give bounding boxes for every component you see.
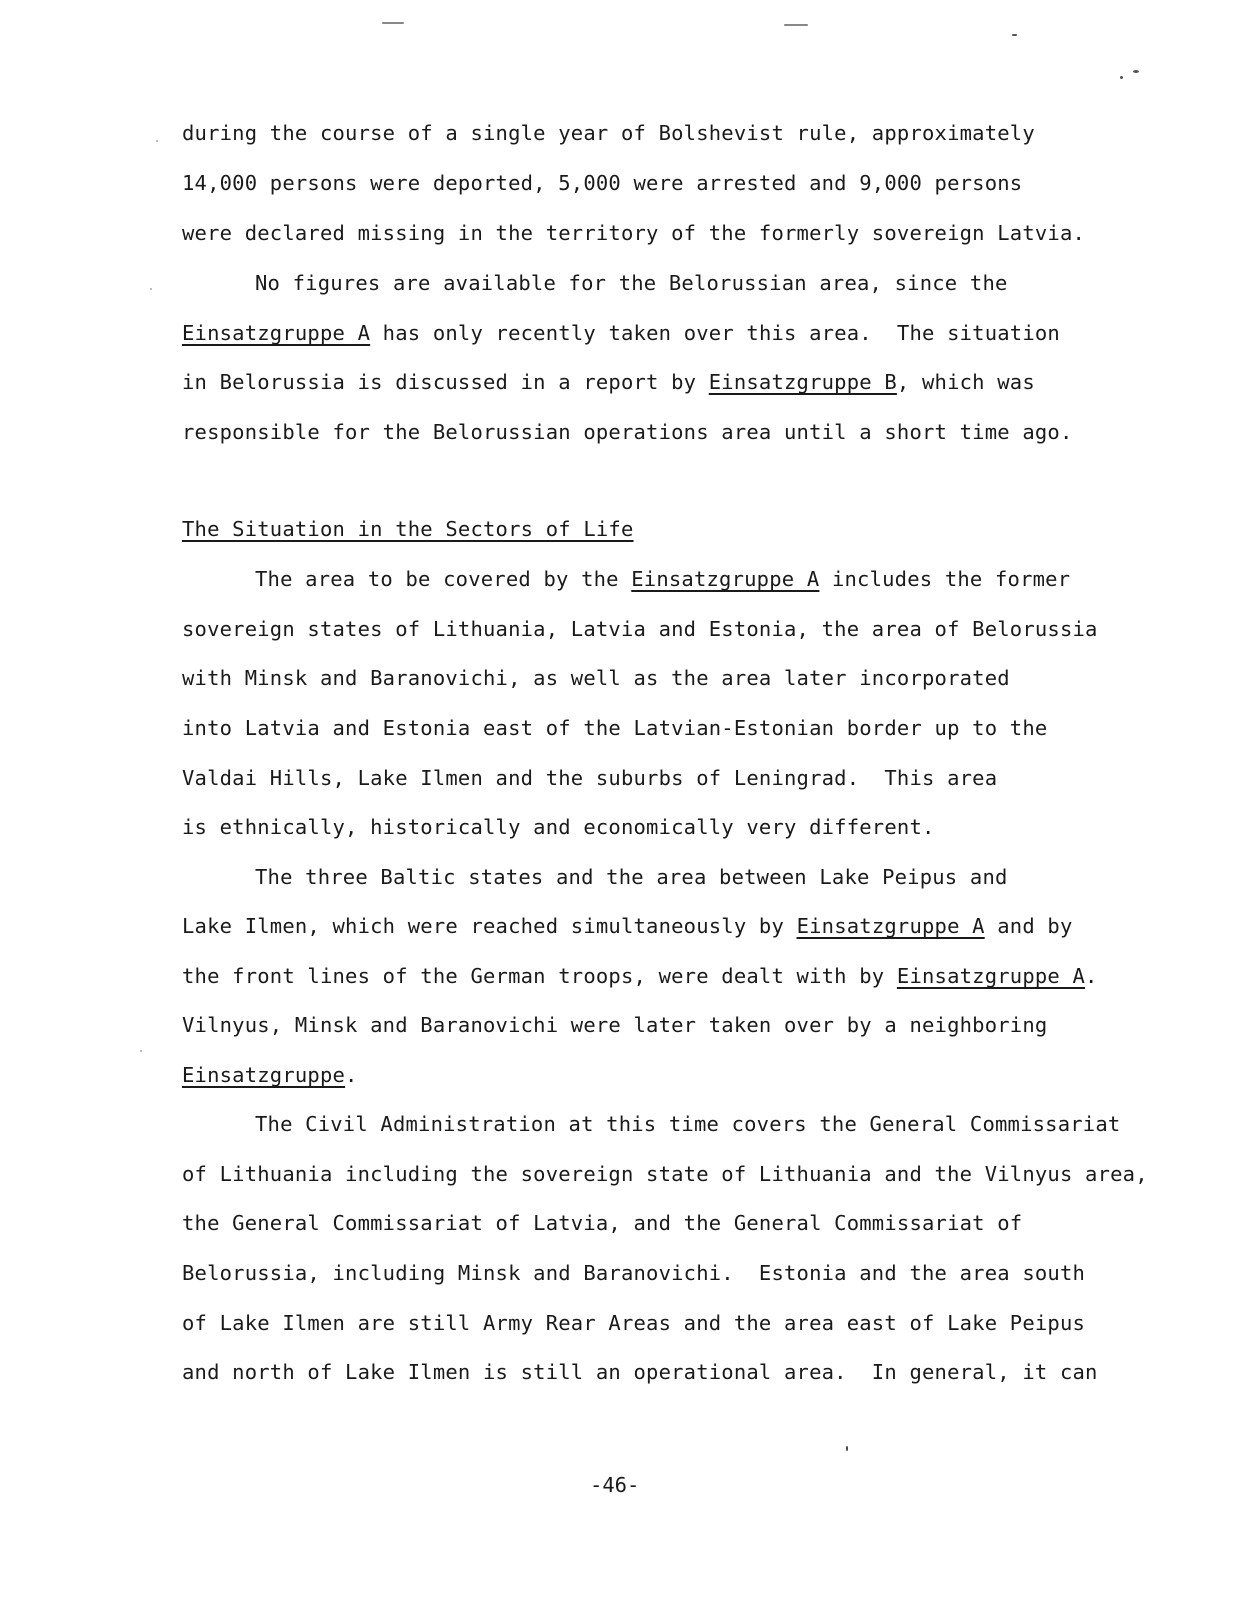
scan-speck xyxy=(784,24,808,26)
section-heading-text: The Situation in the Sectors of Life xyxy=(182,517,634,541)
text-span: into Latvia and Estonia east of the Latvian-Estonian border up to the xyxy=(182,716,1048,740)
underlined-term: Einsatzgruppe A xyxy=(182,321,371,345)
text-line xyxy=(182,120,1035,146)
text-line xyxy=(255,864,1008,890)
underlined-term: Einsatzgruppe xyxy=(182,1063,346,1087)
text-span: during the course of a single year of Bolshevist rule, approximately xyxy=(182,121,1035,145)
text-span: the General Commissariat of Latvia, and the General Commissariat of xyxy=(182,1211,1023,1235)
text-line xyxy=(182,715,1047,741)
scan-speck xyxy=(382,22,404,24)
scan-speck xyxy=(846,1446,848,1451)
text-line xyxy=(182,913,1073,939)
underlined-term: Einsatzgruppe B xyxy=(708,370,897,394)
underlined-term: Einsatzgruppe A xyxy=(896,964,1086,988)
text-span: of Lithuania including the sovereign state of Lithuania and the Vilnyus area, xyxy=(182,1162,1148,1186)
text-span: Lake Ilmen, which were reached simultaneously by xyxy=(182,914,797,938)
text-span: Valdai Hills, Lake Ilmen and the suburbs of Leningrad. This area xyxy=(182,766,998,790)
text-line xyxy=(255,566,1070,592)
text-span: were declared missing in the territory of the formerly sovereign Latvia. xyxy=(182,221,1086,245)
text-span: , which was xyxy=(896,370,1035,394)
text-span: has only recently taken over this area. The situation xyxy=(370,321,1060,345)
text-span: responsible for the Belorussian operations area until a short time ago. xyxy=(182,420,1073,444)
text-line xyxy=(182,1310,1085,1336)
text-line xyxy=(182,765,997,791)
scan-speck xyxy=(1133,70,1139,73)
text-span: No figures are available for the Belorussian area, since the xyxy=(255,271,1008,295)
text-span: is ethnically, historically and economically very different. xyxy=(182,815,935,839)
text-line xyxy=(182,963,1098,989)
text-line xyxy=(182,1012,1047,1038)
text-line xyxy=(182,1161,1148,1187)
text-span: and north of Lake Ilmen is still an operational area. In general, it can xyxy=(182,1360,1098,1384)
text-span: The area to be covered by the xyxy=(255,567,632,591)
text-span: Vilnyus, Minsk and Baranovichi were later taken over by a neighboring xyxy=(182,1013,1048,1037)
text-line xyxy=(255,1111,1120,1137)
text-span: includes the former xyxy=(819,567,1071,591)
text-line xyxy=(182,170,1022,196)
text-line xyxy=(182,1210,1022,1236)
text-span: and by xyxy=(984,914,1073,938)
text-span: Belorussia, including Minsk and Baranovichi. Estonia and the area south xyxy=(182,1261,1086,1285)
text-line xyxy=(255,270,1008,296)
scan-speck xyxy=(140,1050,142,1052)
scan-speck xyxy=(156,140,158,142)
text-line xyxy=(182,1359,1098,1385)
text-line xyxy=(182,616,1098,642)
text-span: 14,000 persons were deported, 5,000 were arrested and 9,000 persons xyxy=(182,171,1023,195)
underlined-term: Einsatzgruppe A xyxy=(796,914,985,938)
text-line xyxy=(182,220,1085,246)
text-line xyxy=(182,1062,358,1088)
text-span: The three Baltic states and the area between Lake Peipus and xyxy=(255,865,1008,889)
text-line xyxy=(182,665,1010,691)
scan-speck xyxy=(1012,34,1017,36)
underlined-term: Einsatzgruppe A xyxy=(631,567,820,591)
text-span: in Belorussia is discussed in a report by xyxy=(182,370,709,394)
scan-speck xyxy=(1120,76,1123,79)
text-line xyxy=(182,419,1073,445)
text-line xyxy=(182,1260,1085,1286)
text-span: The Civil Administration at this time covers the General Commissariat xyxy=(255,1112,1121,1136)
scan-speck xyxy=(150,288,152,290)
text-line xyxy=(182,320,1060,346)
text-span: . xyxy=(345,1063,358,1087)
text-span: . xyxy=(1085,964,1098,988)
text-span: with Minsk and Baranovichi, as well as the area later incorporated xyxy=(182,666,1010,690)
text-span: the front lines of the German troops, were dealt with by xyxy=(182,964,897,988)
text-span: of Lake Ilmen are still Army Rear Areas and the area east of Lake Peipus xyxy=(182,1311,1086,1335)
text-line xyxy=(182,369,1035,395)
section-heading xyxy=(182,516,634,542)
text-span: sovereign states of Lithuania, Latvia and Estonia, the area of Belorussia xyxy=(182,617,1098,641)
page-number: -46- xyxy=(590,1473,640,1497)
text-line xyxy=(182,814,935,840)
